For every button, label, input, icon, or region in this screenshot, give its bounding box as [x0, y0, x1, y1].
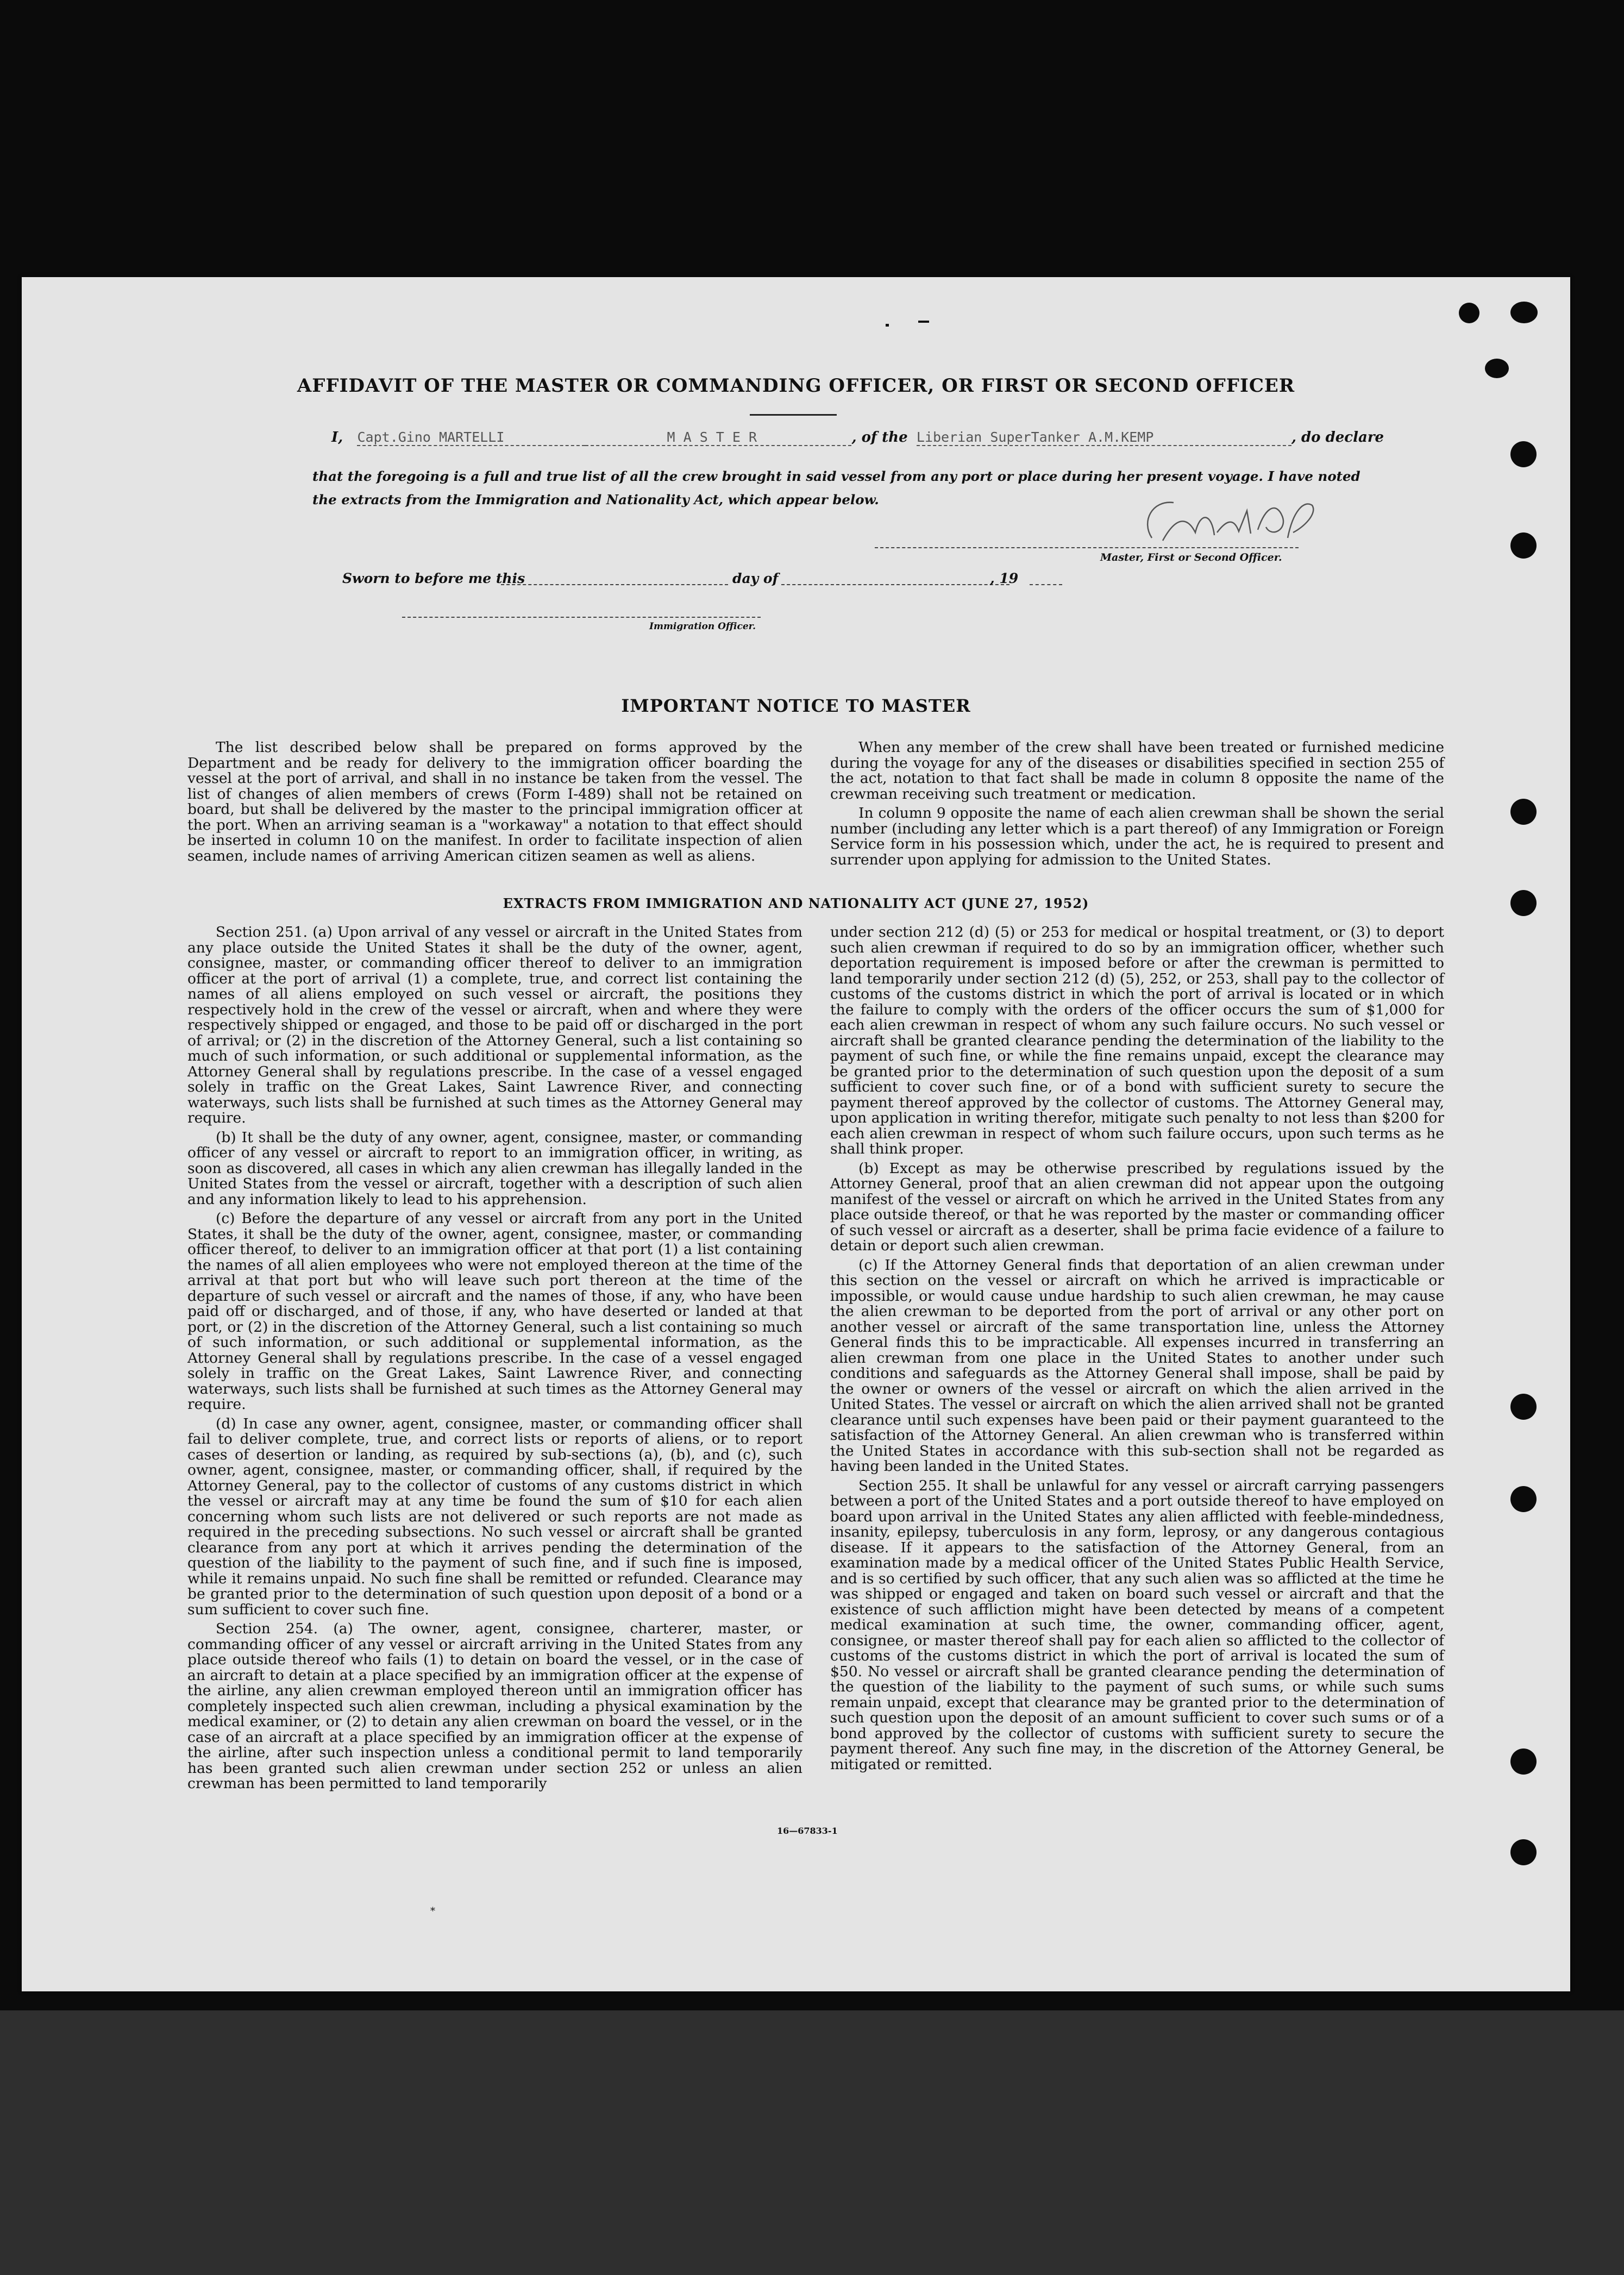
signature-caption: Master, First or Second Officer.: [1100, 551, 1282, 563]
immigration-officer-caption: Immigration Officer.: [649, 621, 756, 632]
year-label: , 19: [990, 571, 1019, 586]
extract-paragraph: (c) If the Attorney General finds that deportation of an alien crewman under this section on the vessel or aircraft on which he arrived is impracticable or impossible, or would cause undue hardship to such alien crewman, he may cause the alien crewman to be deported from the port of arrival or any other port on another vessel or aircraft of the same transportation line, unless the Attorney General finds this to be impracticable. All expenses incurred in transferring an alien crewman from one place in the United States to another under such conditions and safeguards as the Attorney General shall impose, shall be paid by the owner or owners of the vessel or aircraft on which the alien arrived in the United States. The vessel or aircraft on which the alien arrived shall not be granted clearance until such expenses have been paid or their payment guaranteed to the satisfaction of the Attorney General. An alien crewman who is transferred within the United States in accordance with this sub-section shall not be regarded as having been landed in the United States.: [830, 1256, 1444, 1475]
document-page: [22, 277, 1570, 1991]
binder-hole: [1510, 532, 1537, 559]
sworn-month-field[interactable]: [781, 584, 1009, 585]
binder-hole: [1510, 441, 1537, 467]
binder-hole: [1510, 1748, 1537, 1775]
binder-hole: [1510, 1839, 1537, 1865]
sworn-day-field[interactable]: [501, 584, 728, 585]
binder-hole: [1510, 1394, 1537, 1420]
notice-title: IMPORTANT NOTICE TO MASTER: [621, 695, 971, 716]
extract-paragraph: (c) Before the departure of any vessel or aircraft from any port in the United States, it shall be the duty of the owner, agent, consignee, master, or commanding officer thereof, to deliver to an immigration officer at that port (1) a list containing the names of all alien employees who were not employed thereon at the time of the arrival at that port but who will leave such port thereon at the time of the departure of such vessel or aircraft and the names of those, if any, who have been paid off or discharged, and of those, if any, who have deserted or landed at that port, or (2) in the discretion of the Attorney General, such a list containing so much of such information, or such additional or supplemental information, as the Attorney General shall by regulations prescribe. In the case of a vessel engaged solely in traffic on the Great Lakes, Saint Lawrence River, and connecting waterways, such lists shall be furnished at such times as the Attorney General may require.: [187, 1210, 802, 1413]
extracts-right-column: [830, 925, 1444, 1776]
of-the-text: , of the: [851, 429, 908, 446]
extract-paragraph: Section 251. (a) Upon arrival of any vessel or aircraft in the United States from any place outside the United States it shall be the duty of the owner, agent, consignee, master, or commanding officer thereof to deliver to an immigration officer at the port of arrival (1) a complete, true, and correct list containing the names of all aliens employed on such vessel or aircraft, the positions they respectively hold in the crew of the vessel or aircraft, when and where they were respectively shipped or engaged, and those to be paid off or discharged in the port of arrival; or (2) in the discretion of the Attorney General, such a list containing so much of such information, or such additional or supplemental information, as the Attorney General shall by regulations prescribe. In the case of a vessel engaged solely in traffic on the Great Lakes, Saint Lawrence River, and connecting waterways, such lists shall be furnished at such times as the Attorney General may require.: [187, 924, 802, 1126]
notice-paragraph: When any member of the crew shall have been treated or furnished medicine during the voyage for any of the diseases or disabilities specified in section 255 of the act, notation to that fact shall be made in column 8 opposite the name of the crewman receiving such treatment or medication.: [830, 739, 1444, 803]
binder-hole: [1510, 799, 1537, 825]
extracts-title: EXTRACTS FROM IMMIGRATION AND NATIONALITY ACT (JUNE 27, 1952): [503, 895, 1089, 911]
officer-rank-field[interactable]: M A S T E R: [585, 429, 851, 446]
declaration-line: [331, 429, 1384, 446]
form-code: 16—67833-1: [777, 1826, 838, 1836]
handwritten-signature: [1130, 489, 1320, 554]
binder-hole: [1510, 302, 1538, 323]
extract-paragraph: (b) Except as may be otherwise prescribed by regulations issued by the Attorney General, proof that an alien crewman did not appear upon the outgoing manifest of the vessel or aircraft on which he arrived in the United States from any place outside thereof, or that he was reported by the master or commanding officer of such vessel or aircraft as a deserter, shall be prima facie evidence of a failure to detain or deport such alien crewman.: [830, 1160, 1444, 1254]
extract-paragraph: under section 212 (d) (5) or 253 for medical or hospital treatment, or (3) to deport such alien crewman if required to do so by an immigration officer, whether such deportation requirement is imposed before or after the crewman is permitted to land temporarily under section 212 (d) (5), 252, or 253, shall pay to the collector of customs of the customs district in which the port of arrival is located or in which the failure to comply with the orders of the officer occurs the sum of $1,000 for each alien crewman in respect of whom any such failure occurs. No such vessel or aircraft shall be granted clearance pending the determination of the liability to the payment of such fine, or while the fine remains unpaid, except the clearance may be granted prior to the determination of such question upon the deposit of a sum sufficient to cover such fine, or of a bond with sufficient surety to secure the payment thereof approved by the collector of customs. The Attorney General may, upon application in writing therefor, mitigate such penalty to not less than $200 for each alien crewman in respect of whom such failure occurs, upon such terms as he shall think proper.: [830, 924, 1444, 1157]
speck: [886, 324, 889, 327]
notice-right-column: [830, 740, 1444, 872]
binder-hole: [1459, 303, 1479, 323]
extract-paragraph: (d) In case any owner, agent, consignee, master, or commanding officer shall fail to deliver complete, true, and correct lists or reports of aliens, or to report cases of desertion or landing, as required by sub-sections (a), (b), and (c), such owner, agent, consignee, master, or commanding officer, shall, if required by the Attorney General, pay to the collector of customs of any customs district in which the vessel or aircraft may at any time be found the sum of $10 for each alien concerning whom such lists are not delivered or such reports are not made as required in the preceding subsections. No such vessel or aircraft shall be granted clearance from any port at which it arrives pending the determination of the question of the liability to the payment of such fine, and if such fine is imposed, while it remains unpaid. No such fine shall be remitted or refunded. Clearance may be granted prior to the determination of such question upon deposit of a bond or a sum sufficient to cover such fine.: [187, 1415, 802, 1618]
title-rule: [750, 414, 837, 416]
lead-text: I,: [331, 429, 343, 446]
stray-mark: *: [430, 1906, 435, 1917]
do-declare-text: , do declare: [1291, 429, 1384, 446]
sworn-label: Sworn to before me this: [342, 571, 525, 586]
notice-paragraph: The list described below shall be prepared on forms approved by the Department and be ready for delivery to the immigration officer boarding the vessel at the port of arrival, and shall in no instance be taken from the vessel. The list of changes of alien members of crews (Form I-489) shall not be retained on board, but shall be delivered by the master to the principal immigration officer at the port. When an arriving seaman is a "workaway" a notation to that effect should be inserted in column 10 on the manifest. In order to facilitate inspection of alien seamen, include names of arriving American citizen seamen as well as aliens.: [187, 739, 802, 864]
extract-paragraph: (b) It shall be the duty of any owner, agent, consignee, master, or commanding officer of any vessel or aircraft to report to an immigration officer, in writing, as soon as discovered, all cases in which any alien crewman has illegally landed in the United States from the vessel or aircraft, together with a description of such alien and any information likely to lead to his apprehension.: [187, 1129, 802, 1208]
affidavit-title: AFFIDAVIT OF THE MASTER OR COMMANDING OFFICER, OR FIRST OR SECOND OFFICER: [297, 375, 1295, 397]
statement-line-2: the extracts from the Immigration and Nationality Act, which appear below.: [312, 492, 879, 507]
background-band: [0, 2010, 1624, 2275]
officer-name-field[interactable]: Capt.Gino MARTELLI: [357, 429, 585, 446]
sworn-year-field[interactable]: [1030, 584, 1062, 585]
signature-line[interactable]: [875, 547, 1299, 548]
speck: [918, 321, 929, 323]
statement-line-1: that the foregoing is a full and true list of all the crew brought in said vessel from any port or place during her present voyage. I have noted: [312, 468, 1360, 484]
immigration-officer-line[interactable]: [402, 617, 761, 618]
notice-left-column: [187, 740, 802, 868]
extracts-left-column: [187, 925, 802, 1796]
notice-paragraph: In column 9 opposite the name of each alien crewman shall be shown the serial number (including any letter which is a part thereof) of any Immigration or Foreign Service form in his possession which, under the act, he is required to present and surrender upon applying for admission to the United States.: [830, 805, 1444, 868]
vessel-name-field[interactable]: Liberian SuperTanker A.M.KEMP: [917, 429, 1291, 446]
extract-paragraph: Section 254. (a) The owner, agent, consignee, charterer, master, or commanding officer of any vessel or aircraft arriving in the United States from any place outside thereof who fails (1) to detain on board the vessel, or in the case of an aircraft to detain at a place specified by an immigration officer at the expense of the airline, any alien crewman employed thereon until an immigration officer has completely inspected such alien crewman, including a physical examination by the medical examiner, or (2) to detain any alien crewman on board the vessel, or in the case of an aircraft at a place specified by an immigration officer at the expense of the airline, after such inspection unless a conditional permit to land temporarily has been granted such alien crewman under section 252 or unless an alien crewman has been permitted to land temporarily: [187, 1620, 802, 1792]
extract-paragraph: Section 255. It shall be unlawful for any vessel or aircraft carrying passengers between a port of the United States and a port outside thereof to have employed on board upon arrival in the United States any alien afflicted with feeble-mindedness, insanity, epilepsy, tuberculosis in any form, leprosy, or any dangerous contagious disease. If it appears to the satisfaction of the Attorney General, from an examination made by a medical officer of the United States Public Health Service, and is so certified by such officer, that any such alien was so afflicted at the time he was shipped or engaged and taken on board such vessel or aircraft and that the existence of such affliction might have been detected by means of a competent medical examination at such time, the owner, commanding officer, agent, consignee, or master thereof shall pay for each alien so afflicted to the collector of customs of the customs district in which the port of arrival is located the sum of $50. No vessel or aircraft shall be granted clearance pending the determination of the question of the liability to the payment of such sums, or while such sums remain unpaid, except that clearance may be granted prior to the determination of such question upon the deposit of an amount sufficient to cover such sums or of a bond approved by the collector of customs with sufficient surety to secure the payment thereof. Any such fine may, in the discretion of the Attorney General, be mitigated or remitted.: [830, 1477, 1444, 1773]
binder-hole: [1510, 1486, 1537, 1512]
day-of-label: day of: [732, 571, 779, 586]
